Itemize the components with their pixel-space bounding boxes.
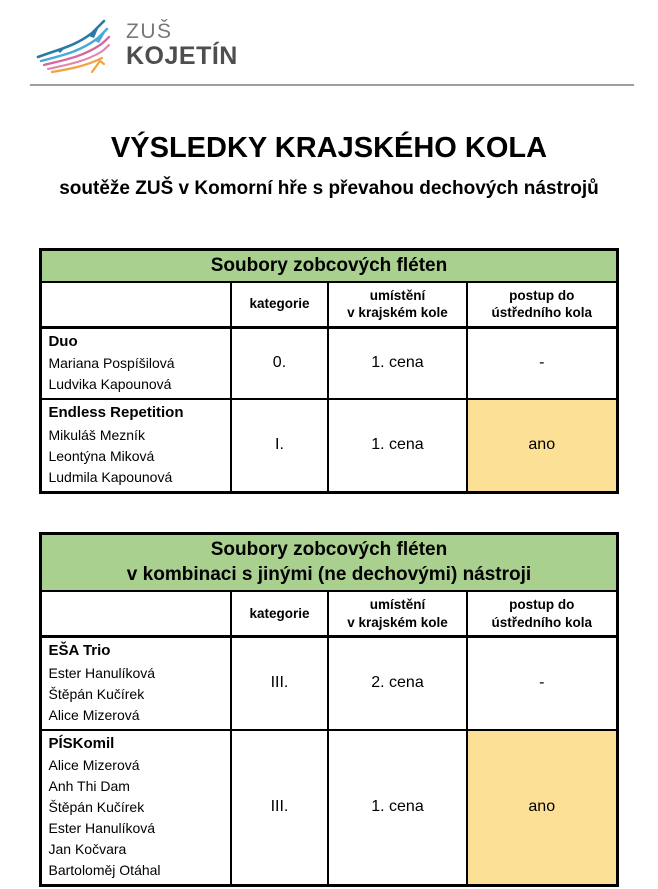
logo [0, 0, 658, 74]
column-header-ensemble [41, 282, 231, 328]
header-divider [30, 84, 634, 86]
postup-cell: - [467, 327, 617, 399]
table-title-line: Soubory zobcových fléten [210, 255, 448, 276]
ensemble-name: EŠA Trio [48, 642, 111, 660]
umisteni-cell: 1. cena [328, 399, 467, 492]
ensemble-name: PÍSKomil [48, 734, 115, 752]
table-row [41, 730, 617, 886]
column-header-row [41, 282, 617, 328]
ensemble-cell [41, 637, 231, 730]
column-header-line: ústředního kola [491, 614, 592, 630]
page-title: VÝSLEDKY KRAJSKÉHO KOLA [110, 132, 548, 164]
table-title [41, 533, 617, 591]
member-name: Leontýna Miková [48, 447, 155, 464]
table-row [41, 637, 617, 730]
member-name: Štěpán Kučírek [48, 799, 145, 816]
member-name: Alice Mizerová [48, 757, 140, 774]
ensemble-name: Duo [48, 332, 78, 350]
umisteni-cell: 2. cena [328, 637, 467, 730]
member-name: Jan Kočvara [48, 841, 127, 858]
column-header-line: postup do [509, 597, 575, 613]
member-name: Štěpán Kučírek [48, 685, 145, 702]
zus-kojetin-waves-icon [34, 16, 118, 74]
column-header-line: v krajském kole [347, 614, 448, 630]
umisteni-cell: 1. cena [328, 327, 467, 399]
postup-cell: - [467, 637, 617, 730]
table-title-row [41, 533, 617, 591]
logo-wordmark [126, 21, 238, 69]
member-name: Ludmila Kapounová [48, 468, 173, 485]
column-header-line: umístění [369, 287, 426, 303]
column-header-ensemble [41, 591, 231, 637]
results-table-recorders [39, 248, 618, 494]
kategorie-cell: I. [231, 399, 328, 492]
member-name: Bartoloměj Otáhal [48, 862, 161, 879]
postup-cell: ano [467, 399, 617, 492]
member-name: Ester Hanulíková [48, 820, 156, 837]
logo-line-zus: ZUŠ [126, 19, 173, 43]
results-table-recorders-combined [39, 532, 618, 887]
table-row [41, 399, 617, 492]
page-subtitle: soutěže ZUŠ v Komorní hře s převahou dechových nástrojů [59, 178, 599, 199]
member-name: Alice Mizerová [48, 706, 140, 723]
kategorie-cell: III. [231, 637, 328, 730]
ensemble-cell [41, 399, 231, 492]
table-row [41, 327, 617, 399]
kategorie-cell: 0. [231, 327, 328, 399]
column-header-kategorie: kategorie [231, 282, 328, 328]
column-header-line: postup do [509, 287, 575, 303]
column-header-umisteni [328, 591, 467, 637]
ensemble-cell [41, 730, 231, 886]
member-name: Anh Thi Dam [48, 778, 130, 795]
kategorie-cell: III. [231, 730, 328, 886]
column-header-umisteni [328, 282, 467, 328]
table-title-line: v kombinaci s jinými (ne dechovými) nástroji [126, 564, 532, 586]
column-header-line: ústředního kola [491, 305, 592, 321]
column-header-postup [467, 282, 617, 328]
ensemble-cell [41, 327, 231, 399]
column-header-postup [467, 591, 617, 637]
postup-cell: ano [467, 730, 617, 886]
table-title-row [41, 250, 617, 282]
column-header-line: umístění [369, 597, 426, 613]
table-title [41, 250, 617, 282]
column-header-row [41, 591, 617, 637]
column-header-line: v krajském kole [347, 305, 448, 321]
column-header-kategorie: kategorie [231, 591, 328, 637]
umisteni-cell: 1. cena [328, 730, 467, 886]
table-title-line: Soubory zobcových fléten [210, 538, 448, 560]
logo-line-kojetin: KOJETÍN [126, 41, 238, 70]
member-name: Mariana Pospíšilová [48, 355, 175, 372]
member-name: Mikuláš Mezník [48, 426, 145, 443]
member-name: Ludvika Kapounová [48, 376, 172, 393]
ensemble-name: Endless Repetition [48, 404, 184, 422]
member-name: Ester Hanulíková [48, 664, 156, 681]
